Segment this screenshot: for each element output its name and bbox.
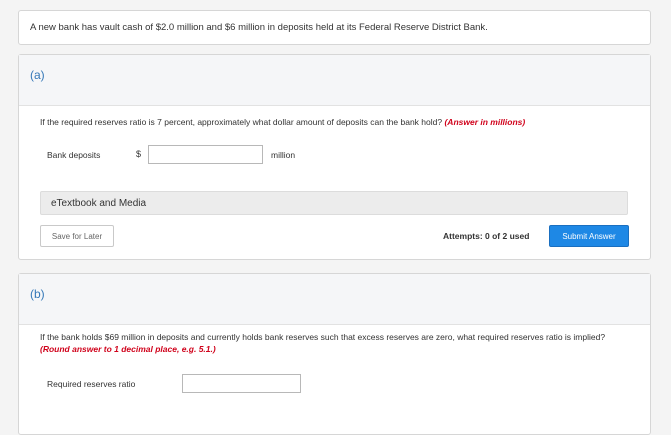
part-b-question <box>40 331 630 355</box>
part-b-question-text: If the bank holds $69 million in deposits and currently holds bank reserves such that excess reserves are zero, what required reserves ratio is implied? <box>40 332 606 342</box>
part-a-hint: (Answer in millions) <box>444 117 526 127</box>
save-for-later-button[interactable]: Save for Later <box>40 225 114 247</box>
submit-answer-button[interactable]: Submit Answer <box>549 225 629 247</box>
part-b-panel <box>18 273 651 435</box>
bank-deposits-input[interactable] <box>148 145 263 164</box>
etextbook-media-link[interactable] <box>40 191 628 215</box>
part-b-header <box>19 274 650 325</box>
part-a-question-text: If the required reserves ratio is 7 percent, approximately what dollar amount of deposits can the bank hold? <box>40 117 443 127</box>
part-b-label: (b) <box>30 287 45 301</box>
part-b-hint: (Round answer to 1 decimal place, e.g. 5.1.) <box>40 344 216 354</box>
problem-intro <box>18 10 651 45</box>
part-a-label: (a) <box>30 68 45 82</box>
required-reserves-ratio-label: Required reserves ratio <box>47 379 136 389</box>
dollar-sign: $ <box>136 149 142 159</box>
part-a-panel <box>18 54 651 260</box>
part-a-header <box>19 55 650 106</box>
part-a-question <box>40 116 640 128</box>
million-unit: million <box>271 150 296 160</box>
etextbook-media-label: eTextbook and Media <box>51 198 147 209</box>
bank-deposits-label: Bank deposits <box>47 150 101 160</box>
problem-statement: A new bank has vault cash of $2.0 million and $6 million in deposits held at its Federal Reserve District Bank. <box>30 22 488 33</box>
attempts-counter: Attempts: 0 of 2 used <box>443 231 530 241</box>
required-reserves-ratio-input[interactable] <box>182 374 301 393</box>
